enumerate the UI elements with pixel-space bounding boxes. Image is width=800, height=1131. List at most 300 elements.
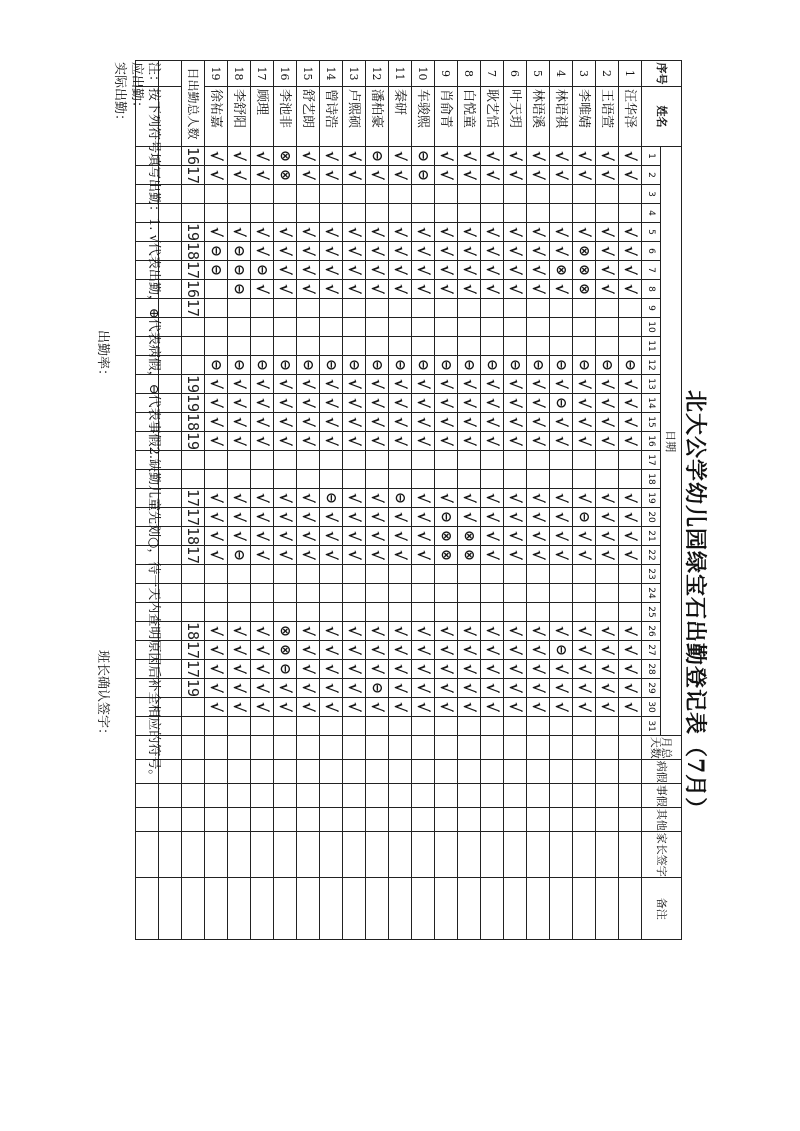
attendance-cell[interactable] [228,622,251,641]
attendance-cell[interactable] [504,546,527,565]
remarks-cell[interactable] [228,878,251,940]
attendance-cell[interactable] [481,546,504,565]
attendance-cell[interactable] [297,584,320,603]
attendance-cell[interactable] [228,679,251,698]
daily-total-cell[interactable] [182,204,205,223]
attendance-cell[interactable] [527,546,550,565]
parent-sign-cell[interactable] [550,832,573,878]
attendance-cell[interactable] [550,242,573,261]
attendance-cell[interactable] [596,356,619,375]
attendance-cell[interactable] [228,299,251,318]
attendance-cell[interactable] [458,565,481,584]
monthly-days-cell[interactable] [481,736,504,760]
attendance-cell[interactable] [389,261,412,280]
daily-total-cell[interactable] [182,261,205,280]
attendance-cell[interactable] [343,337,366,356]
attendance-cell[interactable] [389,356,412,375]
attendance-cell[interactable] [343,565,366,584]
attendance-cell[interactable] [366,242,389,261]
attendance-cell[interactable] [412,489,435,508]
monthly-days-cell[interactable] [619,736,642,760]
attendance-cell[interactable] [573,147,596,166]
attendance-cell[interactable] [481,527,504,546]
personal-leave-cell[interactable] [481,784,504,808]
other-cell[interactable] [412,808,435,832]
attendance-cell[interactable] [458,508,481,527]
other-cell[interactable] [527,808,550,832]
attendance-cell[interactable] [251,356,274,375]
attendance-cell[interactable] [205,375,228,394]
attendance-cell[interactable] [343,413,366,432]
attendance-cell[interactable] [297,394,320,413]
personal-leave-cell[interactable] [412,784,435,808]
attendance-cell[interactable] [550,432,573,451]
attendance-cell[interactable] [389,565,412,584]
attendance-cell[interactable] [527,470,550,489]
attendance-cell[interactable] [297,318,320,337]
attendance-cell[interactable] [596,318,619,337]
attendance-cell[interactable] [251,489,274,508]
attendance-cell[interactable] [596,660,619,679]
remarks-cell[interactable] [366,878,389,940]
attendance-cell[interactable] [297,280,320,299]
monthly-days-cell[interactable] [366,736,389,760]
parent-sign-cell[interactable] [527,832,550,878]
attendance-cell[interactable] [228,318,251,337]
attendance-cell[interactable] [527,508,550,527]
monthly-days-cell[interactable] [458,736,481,760]
attendance-cell[interactable] [573,584,596,603]
remarks-cell[interactable] [504,878,527,940]
monthly-days-cell[interactable] [343,736,366,760]
total-extra-cell[interactable] [182,878,205,940]
daily-total-cell[interactable] [182,242,205,261]
attendance-cell[interactable] [274,356,297,375]
attendance-cell[interactable] [527,318,550,337]
other-cell[interactable] [550,808,573,832]
attendance-cell[interactable] [435,641,458,660]
other-cell[interactable] [619,808,642,832]
personal-leave-cell[interactable] [320,784,343,808]
attendance-cell[interactable] [550,679,573,698]
attendance-cell[interactable] [228,546,251,565]
parent-sign-cell[interactable] [412,832,435,878]
attendance-cell[interactable] [228,185,251,204]
attendance-cell[interactable] [619,185,642,204]
attendance-cell[interactable] [228,641,251,660]
attendance-cell[interactable] [205,185,228,204]
parent-sign-cell[interactable] [297,832,320,878]
attendance-cell[interactable] [274,717,297,736]
attendance-cell[interactable] [504,166,527,185]
attendance-cell[interactable] [573,375,596,394]
attendance-cell[interactable] [596,622,619,641]
attendance-cell[interactable] [274,166,297,185]
attendance-cell[interactable] [527,432,550,451]
attendance-cell[interactable] [481,394,504,413]
attendance-cell[interactable] [504,565,527,584]
attendance-cell[interactable] [504,432,527,451]
attendance-cell[interactable] [251,147,274,166]
attendance-cell[interactable] [251,508,274,527]
sick-leave-cell[interactable] [297,760,320,784]
attendance-cell[interactable] [412,622,435,641]
attendance-cell[interactable] [389,546,412,565]
attendance-cell[interactable] [435,242,458,261]
attendance-cell[interactable] [458,717,481,736]
attendance-cell[interactable] [596,508,619,527]
attendance-cell[interactable] [481,166,504,185]
daily-total-cell[interactable] [182,413,205,432]
attendance-cell[interactable] [619,717,642,736]
remarks-cell[interactable] [527,878,550,940]
attendance-cell[interactable] [228,660,251,679]
attendance-cell[interactable] [320,565,343,584]
attendance-cell[interactable] [343,280,366,299]
attendance-cell[interactable] [550,698,573,717]
other-cell[interactable] [205,808,228,832]
parent-sign-cell[interactable] [274,832,297,878]
attendance-cell[interactable] [481,622,504,641]
sick-leave-cell[interactable] [550,760,573,784]
attendance-cell[interactable] [481,660,504,679]
attendance-cell[interactable] [389,679,412,698]
attendance-cell[interactable] [366,318,389,337]
attendance-cell[interactable] [389,413,412,432]
attendance-cell[interactable] [205,622,228,641]
attendance-cell[interactable] [274,622,297,641]
attendance-cell[interactable] [481,242,504,261]
attendance-cell[interactable] [389,166,412,185]
daily-total-cell[interactable] [182,698,205,717]
attendance-cell[interactable] [573,280,596,299]
daily-total-cell[interactable] [182,679,205,698]
attendance-cell[interactable] [274,603,297,622]
attendance-cell[interactable] [320,508,343,527]
attendance-cell[interactable] [366,527,389,546]
attendance-cell[interactable] [504,489,527,508]
attendance-cell[interactable] [573,489,596,508]
attendance-cell[interactable] [619,147,642,166]
attendance-cell[interactable] [320,166,343,185]
attendance-cell[interactable] [274,223,297,242]
attendance-cell[interactable] [297,622,320,641]
attendance-cell[interactable] [435,470,458,489]
attendance-cell[interactable] [228,527,251,546]
monthly-days-cell[interactable] [435,736,458,760]
attendance-cell[interactable] [619,603,642,622]
attendance-cell[interactable] [458,185,481,204]
parent-sign-cell[interactable] [573,832,596,878]
personal-leave-cell[interactable] [228,784,251,808]
monthly-days-cell[interactable] [504,736,527,760]
remarks-cell[interactable] [458,878,481,940]
daily-total-cell[interactable] [182,565,205,584]
daily-total-cell[interactable] [182,375,205,394]
attendance-cell[interactable] [412,679,435,698]
attendance-cell[interactable] [596,679,619,698]
attendance-cell[interactable] [458,698,481,717]
attendance-cell[interactable] [527,660,550,679]
attendance-cell[interactable] [573,185,596,204]
attendance-cell[interactable] [412,185,435,204]
attendance-cell[interactable] [389,223,412,242]
monthly-days-cell[interactable] [389,736,412,760]
attendance-cell[interactable] [297,565,320,584]
attendance-cell[interactable] [228,204,251,223]
attendance-cell[interactable] [205,584,228,603]
attendance-cell[interactable] [205,356,228,375]
attendance-cell[interactable] [366,223,389,242]
attendance-cell[interactable] [297,413,320,432]
attendance-cell[interactable] [366,280,389,299]
attendance-cell[interactable] [297,432,320,451]
daily-total-cell[interactable] [182,299,205,318]
attendance-cell[interactable] [389,375,412,394]
parent-sign-cell[interactable] [458,832,481,878]
attendance-cell[interactable] [412,432,435,451]
attendance-cell[interactable] [343,432,366,451]
attendance-cell[interactable] [573,242,596,261]
attendance-cell[interactable] [228,584,251,603]
attendance-cell[interactable] [527,147,550,166]
monthly-days-cell[interactable] [274,736,297,760]
attendance-cell[interactable] [573,565,596,584]
other-cell[interactable] [343,808,366,832]
attendance-cell[interactable] [596,394,619,413]
sick-leave-cell[interactable] [274,760,297,784]
attendance-cell[interactable] [596,641,619,660]
attendance-cell[interactable] [320,641,343,660]
attendance-cell[interactable] [458,489,481,508]
attendance-cell[interactable] [251,584,274,603]
attendance-cell[interactable] [251,280,274,299]
remarks-cell[interactable] [389,878,412,940]
attendance-cell[interactable] [320,603,343,622]
attendance-cell[interactable] [389,242,412,261]
attendance-cell[interactable] [527,356,550,375]
personal-leave-cell[interactable] [205,784,228,808]
attendance-cell[interactable] [320,584,343,603]
personal-leave-cell[interactable] [435,784,458,808]
daily-total-cell[interactable] [182,223,205,242]
attendance-cell[interactable] [274,185,297,204]
attendance-cell[interactable] [343,679,366,698]
attendance-cell[interactable] [435,394,458,413]
attendance-cell[interactable] [320,375,343,394]
monthly-days-cell[interactable] [251,736,274,760]
attendance-cell[interactable] [550,660,573,679]
attendance-cell[interactable] [297,660,320,679]
attendance-cell[interactable] [619,432,642,451]
attendance-cell[interactable] [343,356,366,375]
attendance-cell[interactable] [389,299,412,318]
attendance-cell[interactable] [297,356,320,375]
attendance-cell[interactable] [366,394,389,413]
attendance-cell[interactable] [228,698,251,717]
attendance-cell[interactable] [458,356,481,375]
attendance-cell[interactable] [504,717,527,736]
attendance-cell[interactable] [619,546,642,565]
personal-leave-cell[interactable] [389,784,412,808]
attendance-cell[interactable] [619,489,642,508]
personal-leave-cell[interactable] [504,784,527,808]
daily-total-cell[interactable] [182,660,205,679]
attendance-cell[interactable] [320,470,343,489]
attendance-cell[interactable] [550,508,573,527]
attendance-cell[interactable] [412,166,435,185]
remarks-cell[interactable] [596,878,619,940]
attendance-cell[interactable] [228,717,251,736]
attendance-cell[interactable] [320,280,343,299]
daily-total-cell[interactable] [182,717,205,736]
attendance-cell[interactable] [251,698,274,717]
attendance-cell[interactable] [228,489,251,508]
attendance-cell[interactable] [481,641,504,660]
attendance-cell[interactable] [228,508,251,527]
monthly-days-cell[interactable] [320,736,343,760]
attendance-cell[interactable] [251,166,274,185]
attendance-cell[interactable] [412,698,435,717]
daily-total-cell[interactable] [182,527,205,546]
attendance-cell[interactable] [458,413,481,432]
attendance-cell[interactable] [504,698,527,717]
daily-total-cell[interactable] [182,546,205,565]
attendance-cell[interactable] [412,603,435,622]
attendance-cell[interactable] [205,679,228,698]
daily-total-cell[interactable] [182,432,205,451]
attendance-cell[interactable] [320,413,343,432]
attendance-cell[interactable] [619,394,642,413]
sick-leave-cell[interactable] [205,760,228,784]
attendance-cell[interactable] [504,508,527,527]
attendance-cell[interactable] [527,584,550,603]
attendance-cell[interactable] [251,565,274,584]
attendance-cell[interactable] [251,375,274,394]
sick-leave-cell[interactable] [527,760,550,784]
attendance-cell[interactable] [297,223,320,242]
attendance-cell[interactable] [527,299,550,318]
attendance-cell[interactable] [320,717,343,736]
attendance-cell[interactable] [343,508,366,527]
sick-leave-cell[interactable] [389,760,412,784]
monthly-days-cell[interactable] [527,736,550,760]
attendance-cell[interactable] [550,356,573,375]
attendance-cell[interactable] [205,508,228,527]
attendance-cell[interactable] [481,413,504,432]
attendance-cell[interactable] [389,147,412,166]
attendance-cell[interactable] [527,185,550,204]
parent-sign-cell[interactable] [228,832,251,878]
attendance-cell[interactable] [527,166,550,185]
attendance-cell[interactable] [481,451,504,470]
attendance-cell[interactable] [481,337,504,356]
attendance-cell[interactable] [550,717,573,736]
attendance-cell[interactable] [205,166,228,185]
attendance-cell[interactable] [573,356,596,375]
attendance-cell[interactable] [251,717,274,736]
attendance-cell[interactable] [297,698,320,717]
attendance-cell[interactable] [527,204,550,223]
attendance-cell[interactable] [504,318,527,337]
attendance-cell[interactable] [573,527,596,546]
attendance-cell[interactable] [573,603,596,622]
attendance-cell[interactable] [228,356,251,375]
attendance-cell[interactable] [481,318,504,337]
attendance-cell[interactable] [550,413,573,432]
attendance-cell[interactable] [504,679,527,698]
total-extra-cell[interactable] [182,784,205,808]
attendance-cell[interactable] [527,527,550,546]
attendance-cell[interactable] [596,299,619,318]
attendance-cell[interactable] [504,185,527,204]
attendance-cell[interactable] [205,546,228,565]
sick-leave-cell[interactable] [481,760,504,784]
attendance-cell[interactable] [619,451,642,470]
attendance-cell[interactable] [596,185,619,204]
attendance-cell[interactable] [251,204,274,223]
sick-leave-cell[interactable] [573,760,596,784]
attendance-cell[interactable] [228,242,251,261]
attendance-cell[interactable] [297,679,320,698]
attendance-cell[interactable] [412,717,435,736]
attendance-cell[interactable] [205,318,228,337]
remarks-cell[interactable] [297,878,320,940]
attendance-cell[interactable] [412,204,435,223]
attendance-cell[interactable] [343,223,366,242]
daily-total-cell[interactable] [182,622,205,641]
attendance-cell[interactable] [297,299,320,318]
attendance-cell[interactable] [435,204,458,223]
daily-total-cell[interactable] [182,641,205,660]
attendance-cell[interactable] [366,584,389,603]
attendance-cell[interactable] [573,318,596,337]
attendance-cell[interactable] [251,622,274,641]
attendance-cell[interactable] [228,394,251,413]
attendance-cell[interactable] [343,698,366,717]
attendance-cell[interactable] [205,660,228,679]
other-cell[interactable] [297,808,320,832]
daily-total-cell[interactable] [182,584,205,603]
attendance-cell[interactable] [297,204,320,223]
attendance-cell[interactable] [205,489,228,508]
attendance-cell[interactable] [481,717,504,736]
attendance-cell[interactable] [596,337,619,356]
attendance-cell[interactable] [481,280,504,299]
attendance-cell[interactable] [619,337,642,356]
monthly-days-cell[interactable] [573,736,596,760]
attendance-cell[interactable] [297,546,320,565]
attendance-cell[interactable] [619,470,642,489]
attendance-cell[interactable] [320,261,343,280]
attendance-cell[interactable] [458,166,481,185]
parent-sign-cell[interactable] [504,832,527,878]
attendance-cell[interactable] [320,318,343,337]
attendance-cell[interactable] [550,185,573,204]
attendance-cell[interactable] [573,166,596,185]
attendance-cell[interactable] [550,280,573,299]
attendance-cell[interactable] [366,451,389,470]
attendance-cell[interactable] [320,527,343,546]
attendance-cell[interactable] [366,204,389,223]
remarks-cell[interactable] [412,878,435,940]
other-cell[interactable] [481,808,504,832]
attendance-cell[interactable] [228,337,251,356]
attendance-cell[interactable] [343,242,366,261]
attendance-cell[interactable] [274,280,297,299]
attendance-cell[interactable] [596,603,619,622]
attendance-cell[interactable] [366,261,389,280]
